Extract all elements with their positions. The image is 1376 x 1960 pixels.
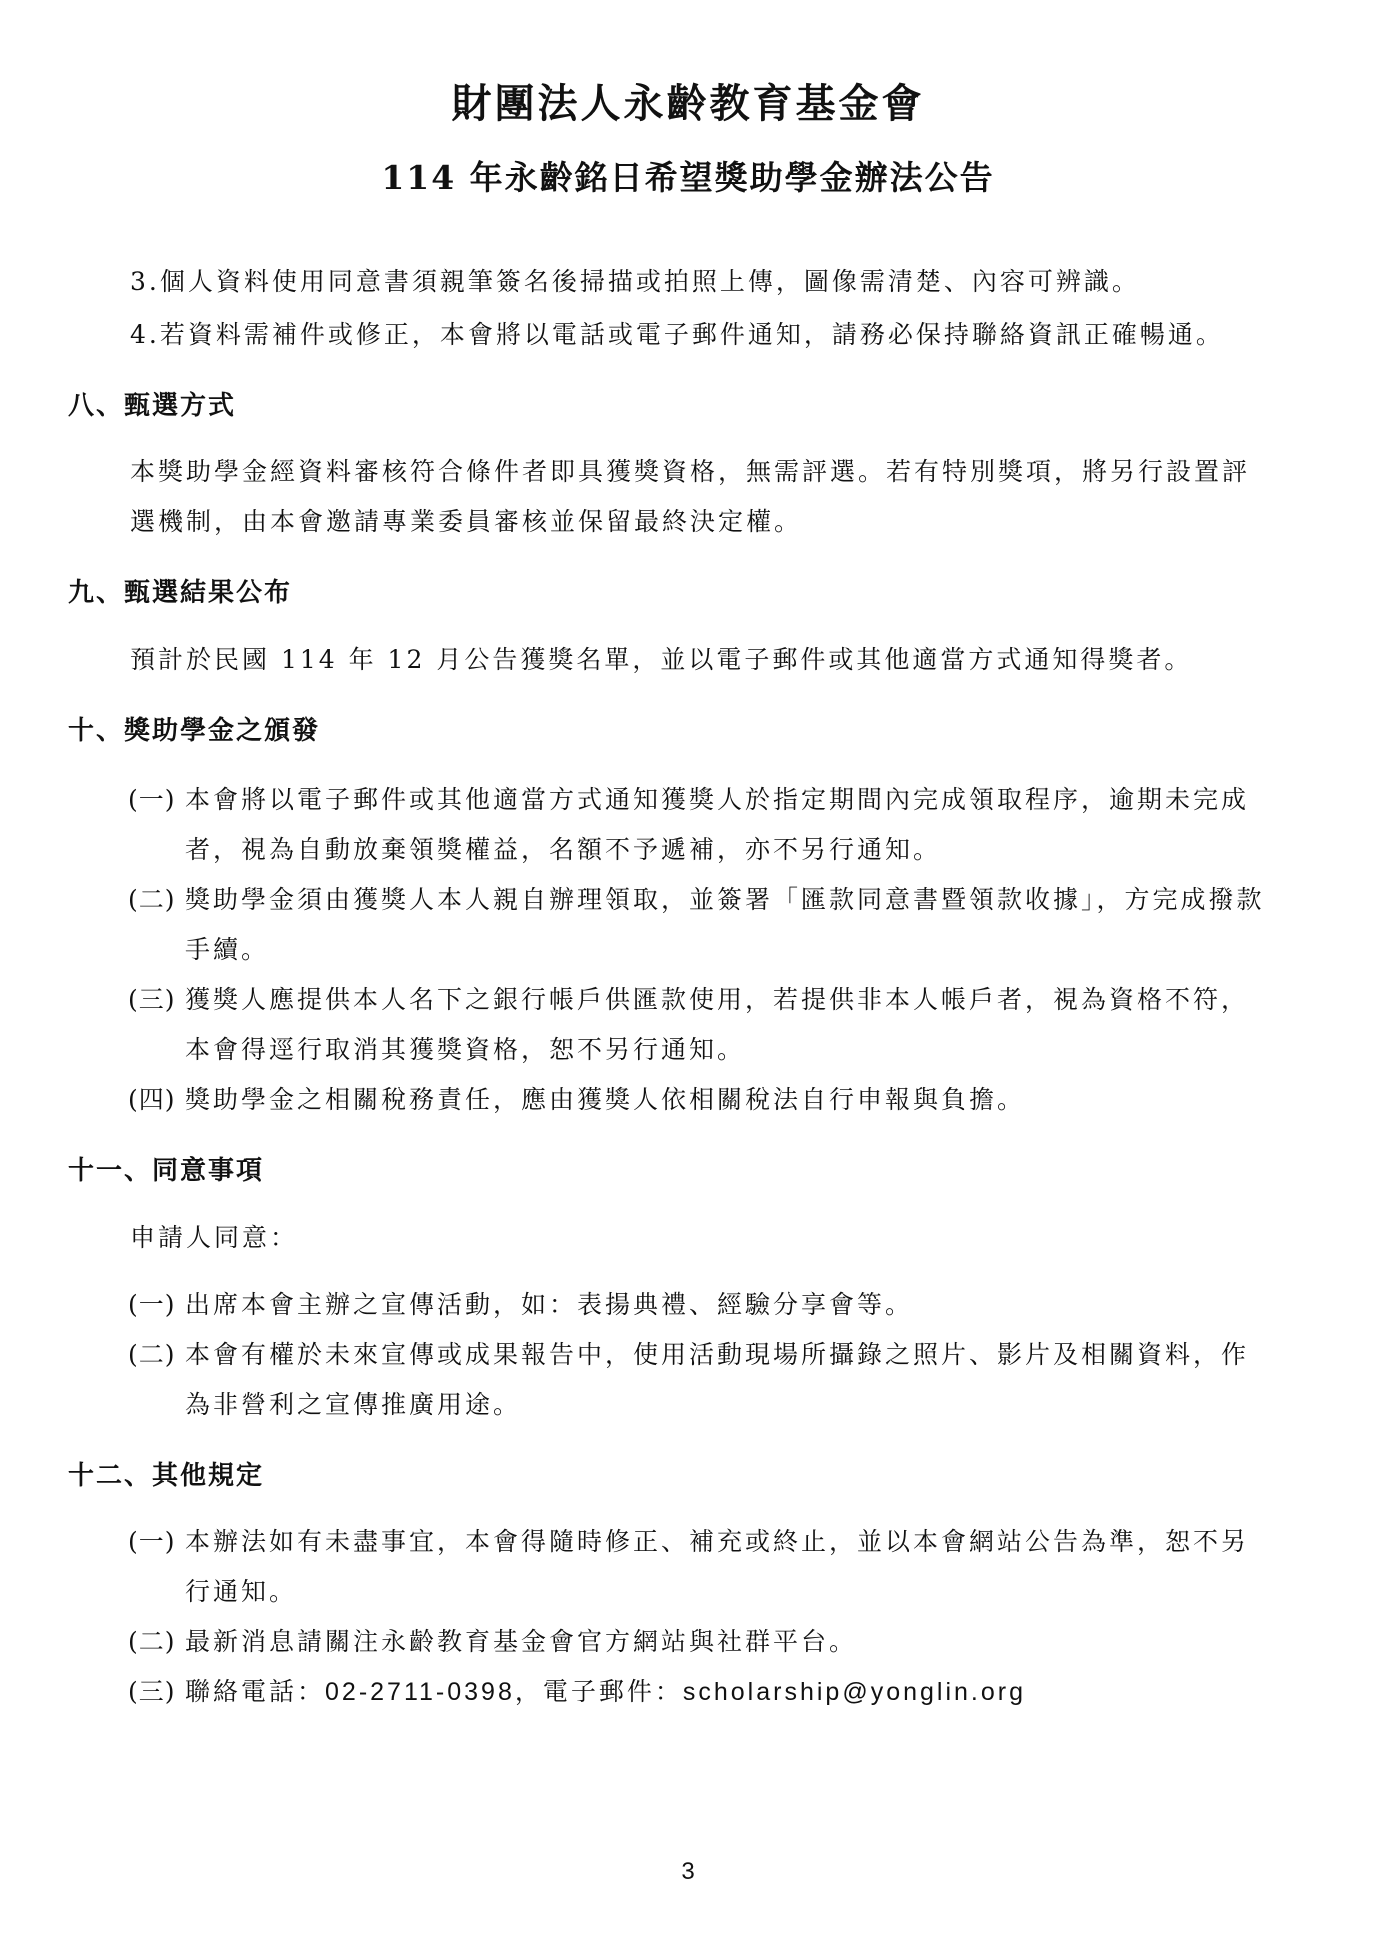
list-marker: (一): [128, 1290, 176, 1319]
contact-email-label: ，電子郵件：: [514, 1677, 683, 1706]
paragraph-line: 申請人同意：: [130, 1223, 299, 1252]
list-item-line: 行通知。: [185, 1577, 298, 1606]
list-item-line: 者，視為自動放棄領獎權益，名額不予遞補，亦不另行通知。: [185, 835, 942, 864]
list-marker: (三): [128, 1677, 176, 1706]
list-marker: (二): [128, 1627, 176, 1656]
list-item-line: 獎助學金之相關稅務責任，應由獲獎人依相關稅法自行申報與負擔。: [185, 1085, 1026, 1114]
paragraph-line: 本獎助學金經資料審核符合條件者即具獲獎資格，無需評選。若有特別獎項，將另行設置評: [130, 457, 1251, 486]
list-marker: (一): [128, 785, 176, 814]
list-item-line: 最新消息請關注永齡教育基金會官方網站與社群平台。: [185, 1627, 858, 1656]
list-item-line: 手續。: [185, 935, 270, 964]
paragraph-line: 預計於民國 114 年 12 月公告獲獎名單，並以電子郵件或其他適當方式通知得獎者。: [130, 645, 1193, 674]
contact-line: [185, 1672, 1026, 1708]
list-item-line: 為非營利之宣傳推廣用途。: [185, 1390, 522, 1419]
list-marker: (二): [128, 885, 176, 914]
contact-email: scholarship@yonglin.org: [682, 1678, 1027, 1706]
section-heading: 十二、其他規定: [68, 1461, 265, 1491]
list-item-line: 獲獎人應提供本人名下之銀行帳戶供匯款使用，若提供非本人帳戶者，視為資格不符，: [185, 985, 1250, 1014]
list-item-line: 出席本會主辦之宣傳活動，如：表揚典禮、經驗分享會等。: [185, 1290, 914, 1319]
paragraph-line: 選機制，由本會邀請專業委員審核並保留最終決定權。: [130, 507, 803, 536]
contact-phone: 02-2711-0398: [325, 1678, 515, 1706]
section-heading: 八、甄選方式: [68, 391, 237, 421]
organization-title: 財團法人永齡教育基金會: [451, 80, 925, 127]
section-heading: 九、甄選結果公布: [68, 578, 293, 608]
list-item-line: 本辦法如有未盡事宜，本會得隨時修正、補充或終止，並以本會網站公告為準，恕不另: [185, 1527, 1250, 1556]
list-item-line: 本會將以電子郵件或其他適當方式通知獲獎人於指定期間內完成領取程序，逾期未完成: [185, 785, 1250, 814]
list-item-line: 本會有權於未來宣傳或成果報告中，使用活動現場所攝錄之照片、影片及相關資料，作: [185, 1340, 1250, 1369]
section-heading: 十、獎助學金之頒發: [68, 716, 321, 746]
list-marker: (四): [128, 1085, 176, 1114]
page-number: 3: [681, 1858, 695, 1885]
contact-phone-label: 聯絡電話：: [185, 1677, 326, 1706]
list-marker: (三): [128, 985, 176, 1014]
list-marker: (一): [128, 1527, 176, 1556]
section-heading: 十一、同意事項: [68, 1156, 265, 1186]
paragraph-line: 3.個人資料使用同意書須親筆簽名後掃描或拍照上傳，圖像需清楚、內容可辨識。: [130, 267, 1140, 296]
paragraph-line: 4.若資料需補件或修正，本會將以電話或電子郵件通知，請務必保持聯絡資訊正確暢通。: [130, 320, 1224, 349]
list-item-line: 獎助學金須由獲獎人本人親自辦理領取，並簽署「匯款同意書暨領款收據」，方完成撥款: [185, 885, 1265, 914]
document-title: 114 年永齡銘日希望獎助學金辦法公告: [381, 158, 995, 197]
list-marker: (二): [128, 1340, 176, 1369]
list-item-line: 本會得逕行取消其獲獎資格，恕不另行通知。: [185, 1035, 746, 1064]
